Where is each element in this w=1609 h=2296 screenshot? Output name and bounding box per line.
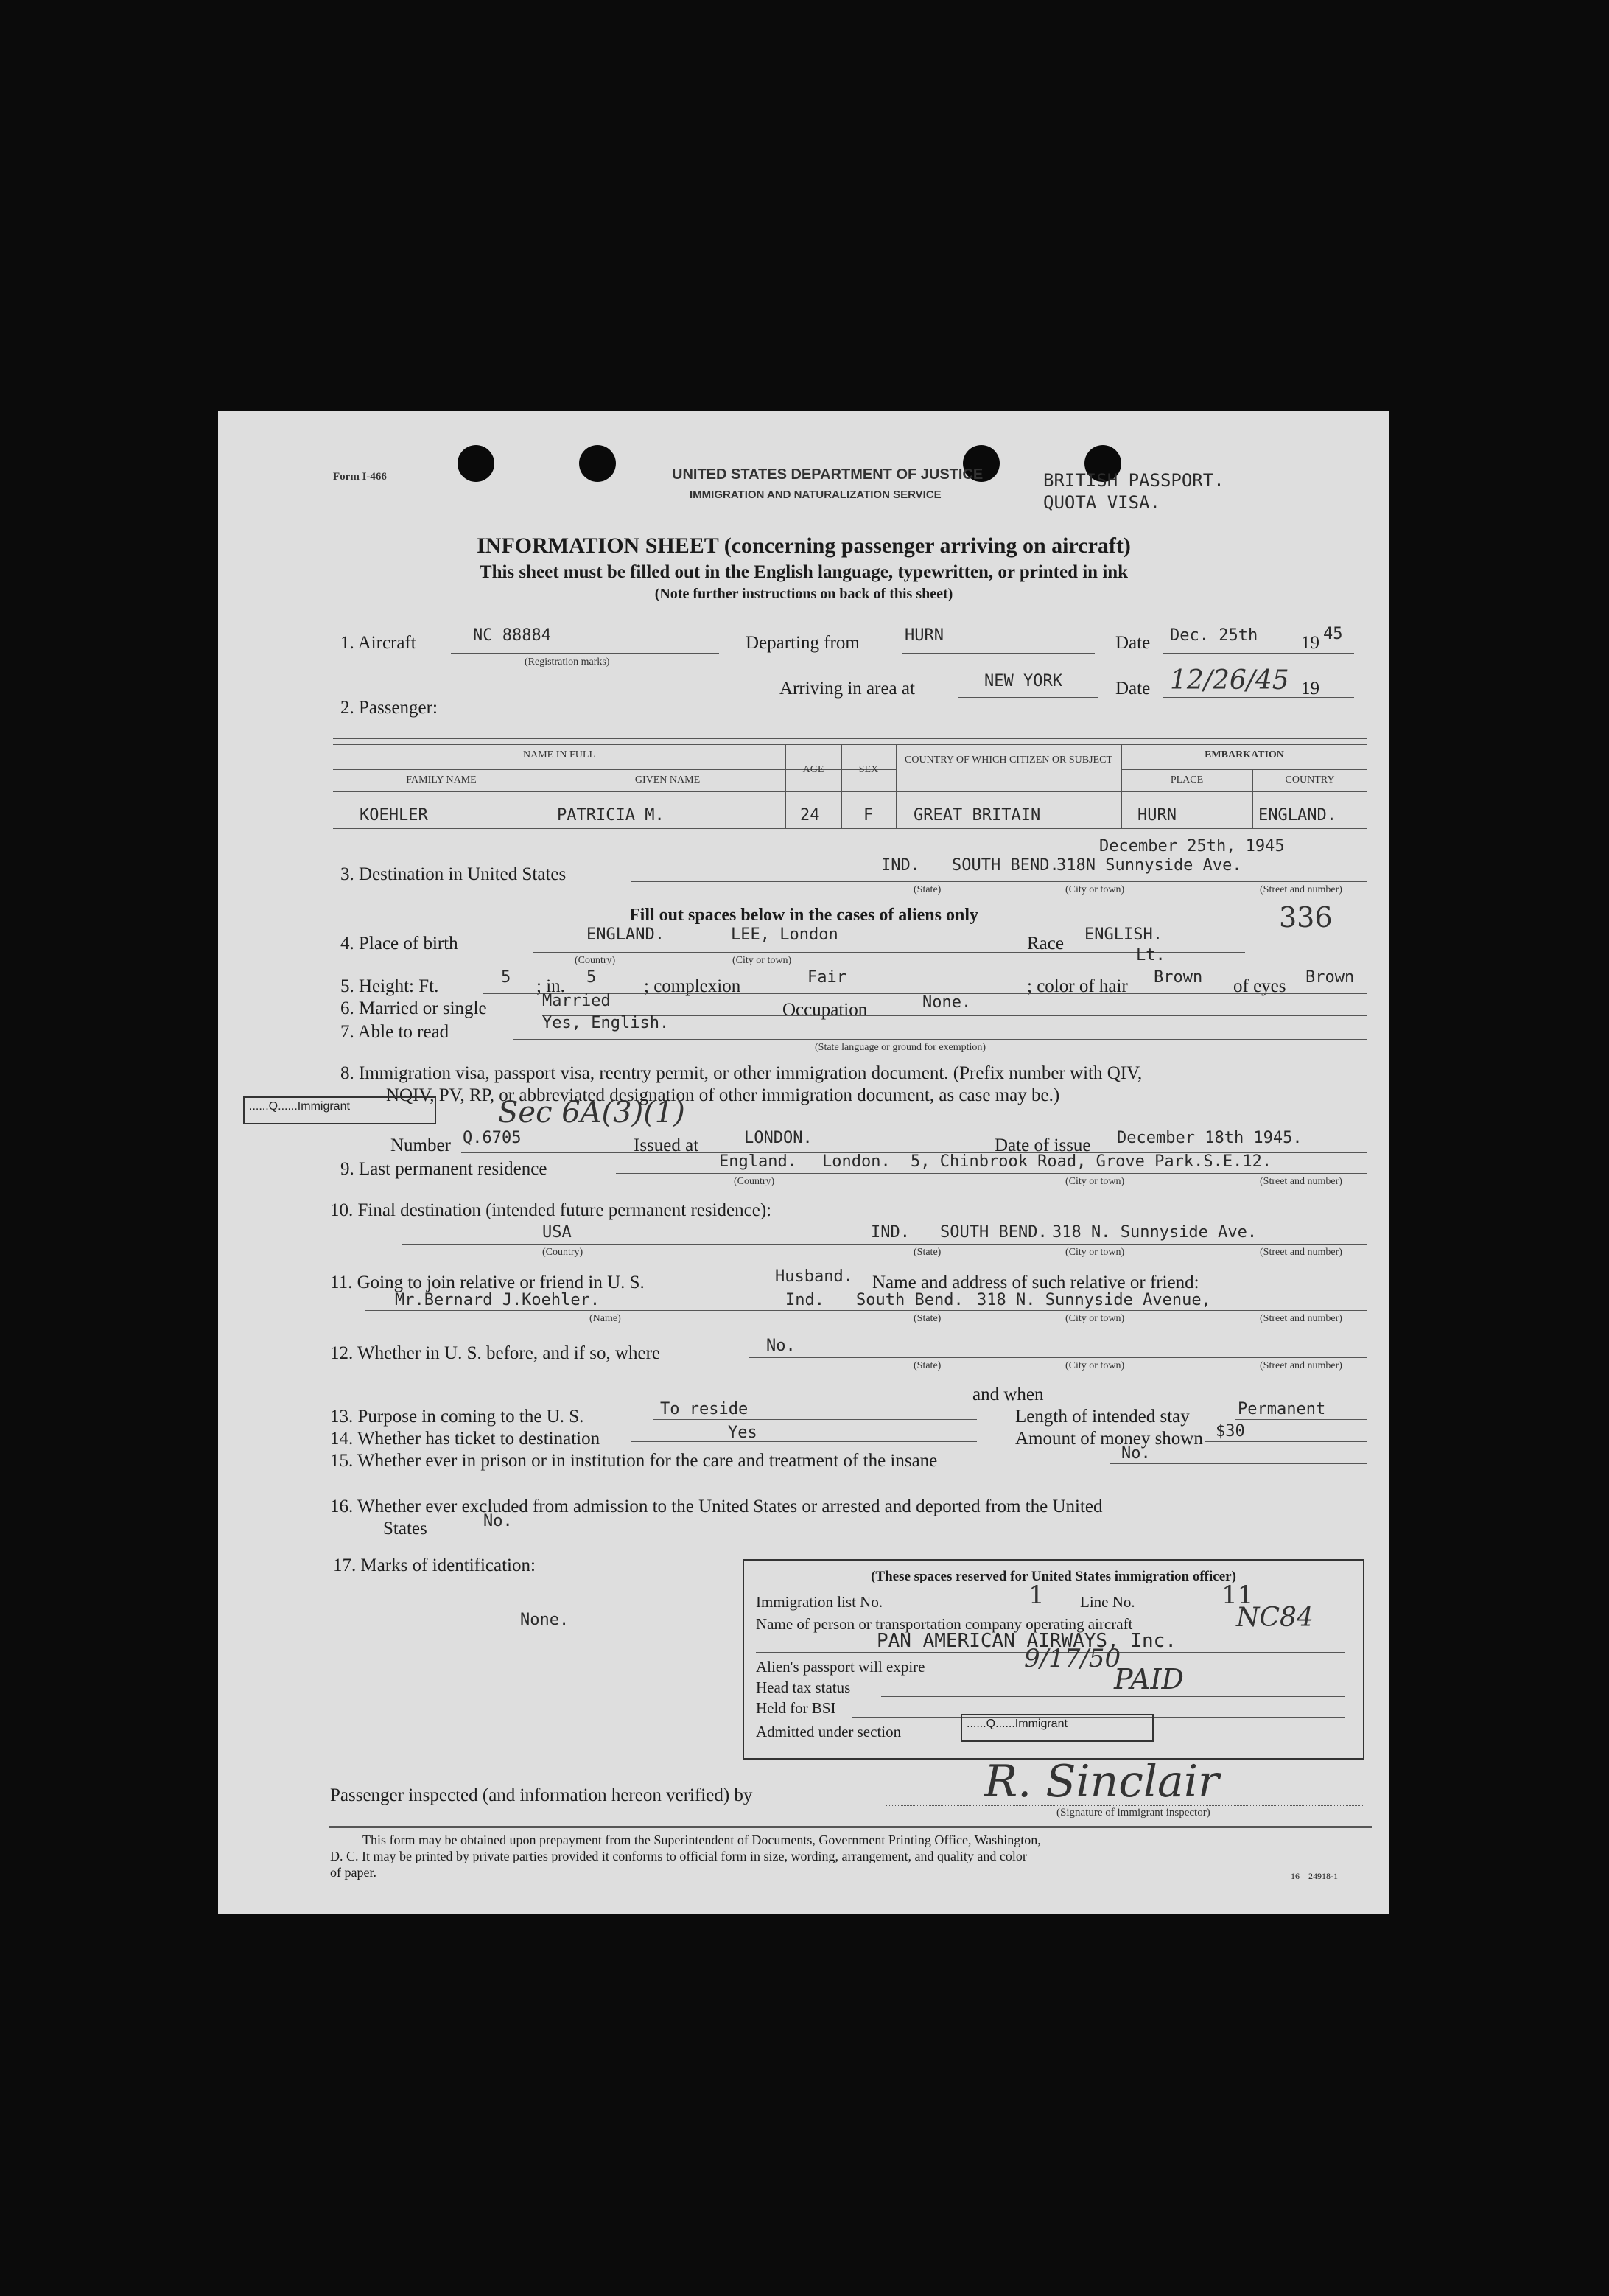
caption-city: (City or town) — [1065, 1313, 1125, 1324]
caption-street: (Street and number) — [1260, 1313, 1342, 1324]
destination-city: SOUTH BEND. — [952, 856, 1059, 875]
relative-name-addr-label: Name and address of such relative or friend: — [872, 1273, 1199, 1292]
arrival-date: 12/26/45 — [1170, 665, 1289, 696]
page-subtitle: This sheet must be filled out in the English language, typewritten, or printed in ink — [479, 562, 1129, 582]
col-name-in-full: NAME IN FULL — [523, 749, 595, 760]
col-place: PLACE — [1170, 774, 1204, 785]
eyes-value: Brown — [1305, 968, 1355, 987]
bsi-label: Held for BSI — [756, 1699, 836, 1717]
birth-city: LEE, London — [731, 925, 838, 944]
footer-line3: of paper. — [330, 1865, 376, 1880]
admitted-stamp: ......Q......Immigrant — [961, 1714, 1154, 1742]
issue-date-label: Date of issue — [995, 1135, 1091, 1155]
and-when-label: and when — [972, 1385, 1044, 1404]
instruction-note: (Note further instructions on back of this sheet) — [654, 586, 953, 602]
occupation-label: Occupation — [782, 1000, 868, 1020]
caption-city: (City or town) — [1065, 1176, 1125, 1187]
excluded-line1: 16. Whether ever excluded from admission to the United States or arrested and deported from the United — [330, 1497, 1103, 1516]
line-no-value: 11 — [1221, 1581, 1254, 1610]
final-destination-label: 10. Final destination (intended future permanent residence): — [330, 1200, 772, 1220]
punch-hole — [579, 445, 616, 482]
relative-label: 11. Going to join relative or friend in U. S. — [330, 1273, 645, 1292]
height-inches-label: ; in. — [536, 976, 565, 996]
cell-sex: F — [863, 806, 874, 825]
inspector-signature: R. Sinclair — [984, 1756, 1219, 1807]
caption-state: (State) — [914, 1313, 942, 1324]
visa-number: Q.6705 — [463, 1129, 522, 1147]
top-note-passport: BRITISH PASSPORT. — [1043, 470, 1224, 491]
arriving-value: NEW YORK — [984, 672, 1062, 690]
caption-street: (Street and number) — [1260, 1176, 1342, 1187]
passenger-label: 2. Passenger: — [340, 698, 438, 718]
aircraft-value: NC 88884 — [473, 626, 551, 645]
operator-label: Name of person or transportation company operating aircraft — [756, 1615, 1133, 1633]
cell-place: HURN — [1137, 806, 1177, 825]
relative-state: Ind. — [785, 1291, 824, 1309]
aircraft-handwritten: NC84 — [1236, 1603, 1314, 1633]
footer-line2: D. C. It may be printed by private parties provided it conforms to official form in size, wording, arrangement, and quality and color — [330, 1849, 1027, 1863]
handwritten-section: Sec 6A(3)(1) — [498, 1096, 685, 1130]
caption-city: (City or town) — [732, 955, 792, 966]
admitted-label: Admitted under section — [756, 1723, 902, 1740]
relative-street: 318 N. Sunnyside Avenue, — [977, 1291, 1211, 1309]
caption-street: (Street and number) — [1260, 884, 1342, 895]
ticket-label: 14. Whether has ticket to destination — [330, 1429, 600, 1449]
marks-label: 17. Marks of identification: — [333, 1555, 536, 1575]
col-family-name: FAMILY NAME — [406, 774, 477, 785]
height-label: 5. Height: Ft. — [340, 976, 439, 996]
list-no-label: Immigration list No. — [756, 1593, 883, 1611]
visa-number-label: Number — [390, 1135, 451, 1155]
agency-dept: UNITED STATES DEPARTMENT OF JUSTICE — [672, 466, 984, 483]
departure-year: 45 — [1323, 625, 1343, 643]
marks-value: None. — [520, 1611, 569, 1629]
prison-label: 15. Whether ever in prison or in institution for the care and treatment of the insane — [330, 1451, 938, 1471]
final-city: SOUTH BEND. — [940, 1223, 1048, 1242]
form-code: 16—24918-1 — [1291, 1871, 1338, 1881]
relative-city: South Bend. — [856, 1291, 964, 1309]
col-age: AGE — [802, 764, 824, 775]
complexion-value: Fair — [807, 968, 846, 987]
caption-state: (State) — [914, 1360, 942, 1371]
cell-family: KOEHLER — [360, 806, 428, 825]
airline-value: PAN AMERICAN AIRWAYS, Inc. — [877, 1630, 1177, 1652]
relative-name: Mr.Bernard J.Koehler. — [395, 1291, 600, 1309]
issue-date: December 18th 1945. — [1117, 1129, 1303, 1147]
birth-country: ENGLAND. — [586, 925, 665, 944]
agency-service: IMMIGRATION AND NATURALIZATION SERVICE — [690, 489, 942, 501]
final-street: 318 N. Sunnyside Ave. — [1052, 1223, 1258, 1242]
height-inches: 5 — [586, 968, 597, 987]
prior-visit-value: No. — [766, 1337, 796, 1355]
residence-city: London. — [822, 1152, 891, 1171]
excluded-line2: States — [383, 1519, 427, 1539]
read-value: Yes, English. — [542, 1014, 670, 1032]
cell-given: PATRICIA M. — [557, 806, 665, 825]
caption-state: (State) — [914, 884, 942, 895]
issued-at: LONDON. — [744, 1129, 813, 1147]
hair-value: Brown — [1154, 968, 1203, 987]
read-label: 7. Able to read — [340, 1022, 449, 1042]
page-title: INFORMATION SHEET (concerning passenger arriving on aircraft) — [477, 533, 1131, 558]
hair-label: ; color of hair — [1027, 976, 1128, 996]
arriving-label: Arriving in area at — [779, 679, 915, 699]
caption-city: (City or town) — [1065, 884, 1125, 895]
departure-date-label: Date — [1115, 633, 1151, 653]
purpose-value: To reside — [660, 1400, 749, 1418]
top-note-visa: QUOTA VISA. — [1043, 492, 1160, 513]
excluded-value: No. — [483, 1512, 513, 1530]
marital-label: 6. Married or single — [340, 998, 487, 1018]
height-feet: 5 — [501, 968, 511, 987]
caption-street: (Street and number) — [1260, 1247, 1342, 1258]
complexion-note: Lt. — [1136, 946, 1165, 965]
money-label: Amount of money shown — [1015, 1429, 1203, 1449]
form-sheet — [218, 411, 1389, 1914]
aircraft-label: 1. Aircraft — [340, 633, 416, 653]
aliens-only-heading: Fill out spaces below in the cases of aliens only — [628, 906, 978, 925]
col-embarkation: EMBARKATION — [1205, 749, 1284, 760]
destination-date-note: December 25th, 1945 — [1099, 837, 1285, 855]
caption-language: (State language or ground for exemption) — [815, 1042, 986, 1053]
destination-street: 318N Sunnyside Ave. — [1056, 856, 1242, 875]
stay-label: Length of intended stay — [1015, 1407, 1190, 1427]
final-country: USA — [542, 1223, 572, 1242]
passport-expire-value: 9/17/50 — [1024, 1644, 1121, 1673]
marital-value: Married — [542, 992, 611, 1010]
race-value: ENGLISH. — [1084, 925, 1163, 944]
col-citizen: COUNTRY OF WHICH CITIZEN OR SUBJECT — [905, 755, 1112, 766]
arrival-date-label: Date — [1115, 679, 1151, 699]
eyes-label: of eyes — [1233, 976, 1286, 996]
head-tax-value: PAID — [1114, 1663, 1184, 1695]
money-value: $30 — [1216, 1422, 1245, 1441]
destination-state: IND. — [881, 856, 920, 875]
head-tax-label: Head tax status — [756, 1679, 851, 1696]
destination-label: 3. Destination in United States — [340, 864, 567, 884]
officer-box-header: (These spaces reserved for United States immigration officer) — [871, 1569, 1236, 1584]
ticket-value: Yes — [728, 1424, 757, 1442]
complexion-label: ; complexion — [644, 976, 741, 996]
col-given-name: GIVEN NAME — [634, 774, 701, 785]
form-id: Form I-466 — [333, 471, 387, 483]
caption-country: (Country) — [575, 955, 616, 966]
relative-relation: Husband. — [775, 1267, 853, 1286]
arrival-year-suffix: 19 — [1301, 679, 1319, 699]
occupation-value: None. — [922, 993, 972, 1012]
immigration-doc-line1: 8. Immigration visa, passport visa, reentry permit, or other immigration document. (Prefix number with QIV, — [340, 1063, 1143, 1083]
col-sex: SEX — [858, 764, 879, 775]
residence-label: 9. Last permanent residence — [340, 1159, 547, 1179]
cell-citizen: GREAT BRITAIN — [914, 806, 1041, 825]
caption-street: (Street and number) — [1260, 1360, 1342, 1371]
departure-date: Dec. 25th — [1170, 626, 1258, 645]
line-no-label: Line No. — [1080, 1593, 1135, 1611]
registration-caption: (Registration marks) — [525, 657, 610, 668]
race-label: Race — [1027, 934, 1064, 953]
residence-street: 5, Chinbrook Road, Grove Park.S.E.12. — [911, 1152, 1272, 1171]
purpose-label: 13. Purpose in coming to the U. S. — [330, 1407, 584, 1427]
caption-city: (City or town) — [1065, 1247, 1125, 1258]
final-state: IND. — [871, 1223, 910, 1242]
caption-country: (Country) — [542, 1247, 583, 1258]
immigrant-stamp: ......Q......Immigrant — [243, 1096, 436, 1124]
footer-line1: This form may be obtained upon prepayment from the Superintendent of Documents, Government Printing Office, Washington, — [362, 1833, 1041, 1847]
departure-year-prefix: 19 — [1301, 633, 1319, 653]
caption-city: (City or town) — [1065, 1360, 1125, 1371]
residence-country: England. — [719, 1152, 797, 1171]
birthplace-label: 4. Place of birth — [340, 934, 458, 953]
prior-visit-label: 12. Whether in U. S. before, and if so, where — [330, 1343, 661, 1363]
stay-value: Permanent — [1238, 1400, 1326, 1418]
list-no-value: 1 — [1028, 1581, 1045, 1610]
col-country: COUNTRY — [1285, 774, 1335, 785]
prison-value: No. — [1121, 1444, 1151, 1463]
issued-at-label: Issued at — [634, 1135, 699, 1155]
inspected-label: Passenger inspected (and information hereon verified) by — [330, 1785, 753, 1805]
departing-label: Departing from — [746, 633, 860, 653]
immigration-doc-line2: NQIV, PV, RP, or abbreviated designation of other immigration document, as case may be.) — [386, 1085, 1060, 1105]
caption-country: (Country) — [734, 1176, 775, 1187]
cell-country: ENGLAND. — [1258, 806, 1336, 825]
caption-state: (State) — [914, 1247, 942, 1258]
passport-expire-label: Alien's passport will expire — [756, 1658, 925, 1676]
cell-age: 24 — [800, 806, 820, 825]
punch-hole — [458, 445, 494, 482]
caption-name: (Name) — [589, 1313, 621, 1324]
departing-value: HURN — [905, 626, 944, 645]
handwritten-number: 336 — [1279, 901, 1333, 934]
signature-caption: (Signature of immigrant inspector) — [1056, 1807, 1210, 1819]
